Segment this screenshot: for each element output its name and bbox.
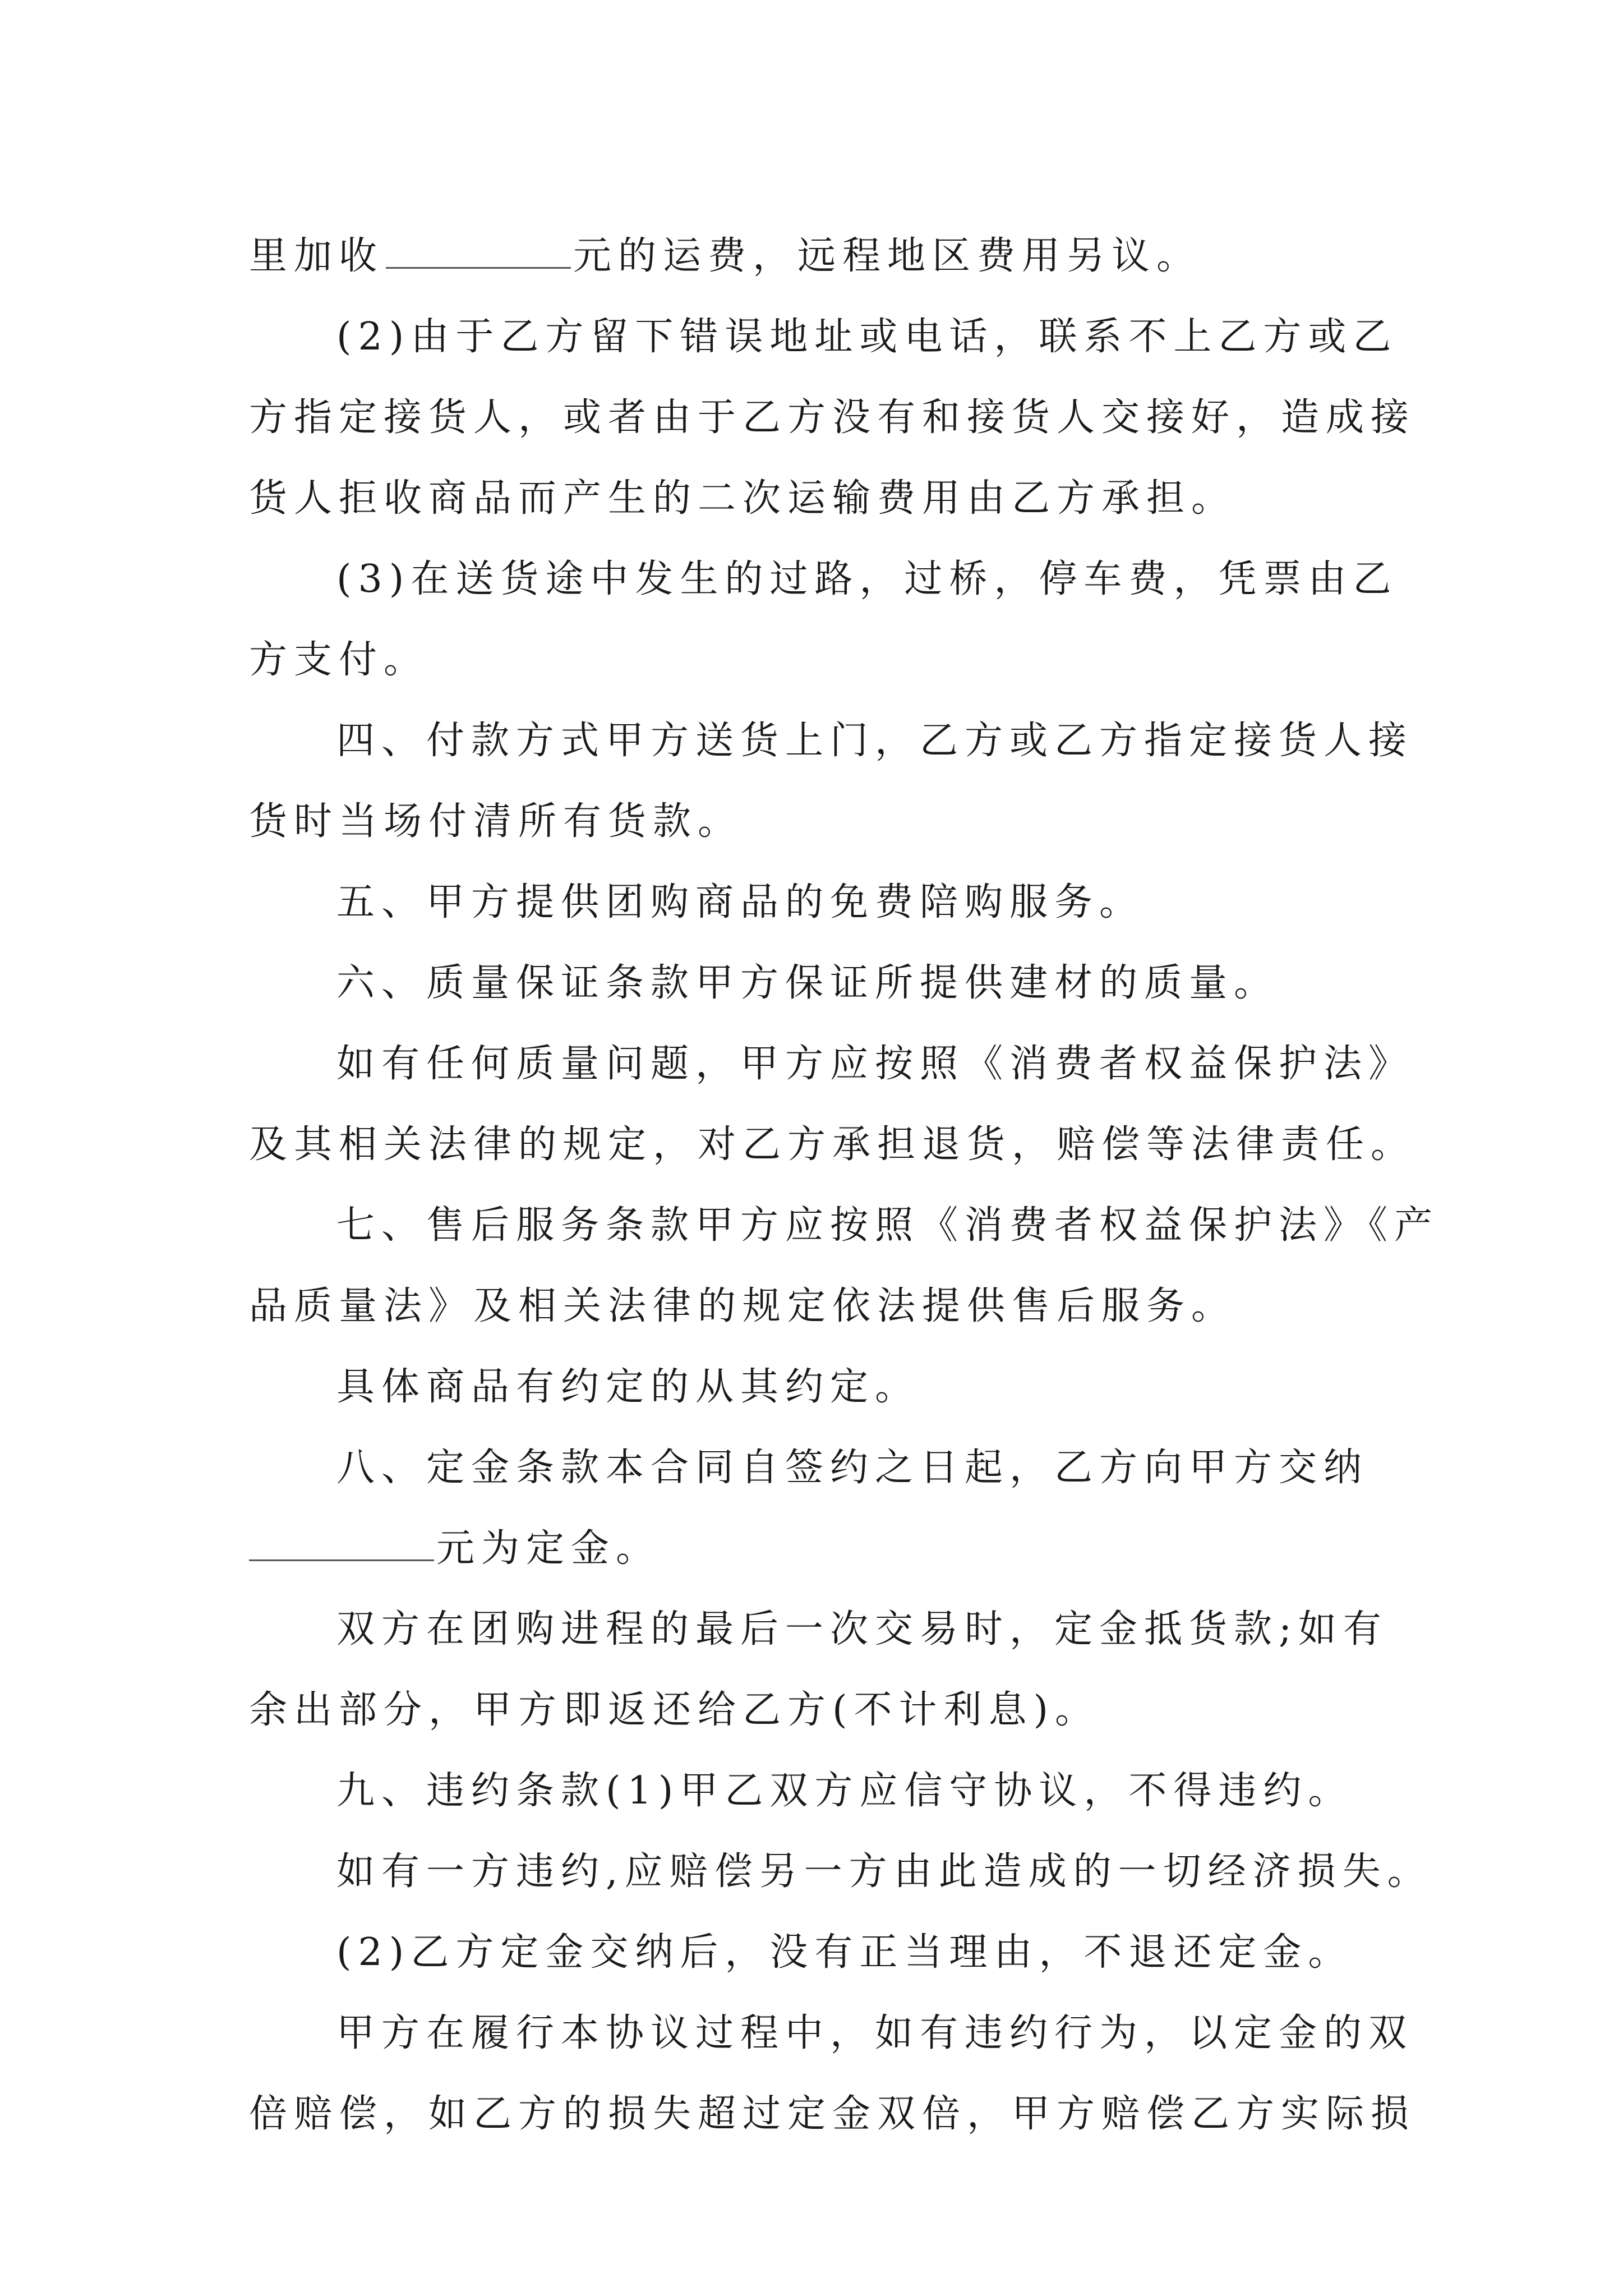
text-line: 如有任何质量问题，甲方应按照《消费者权益保护法》 xyxy=(336,1042,1414,1086)
text-segment: 元的运费，远程地区费用另议。 xyxy=(573,234,1202,278)
contract-body xyxy=(249,216,1440,2155)
text-line: 如有一方违约,应赔偿另一方由此造成的一切经济损失。 xyxy=(336,1849,1432,1894)
text-line: 方指定接货人，或者由于乙方没有和接货人交接好，造成接 xyxy=(249,395,1416,440)
text-line: 五、甲方提供团购商品的免费陪购服务。 xyxy=(336,880,1145,924)
text-line: 八、定金条款本合同自签约之日起，乙方向甲方交纳 xyxy=(336,1446,1369,1490)
text-line: 余出部分，甲方即返还给乙方(不计利息)。 xyxy=(249,1688,1100,1732)
text-segment: 元为定金。 xyxy=(436,1526,661,1571)
text-line: 及其相关法律的规定，对乙方承担退货，赔偿等法律责任。 xyxy=(249,1122,1416,1167)
text-line: 九、违约条款(1)甲乙双方应信守协议，不得违约。 xyxy=(336,1769,1353,1813)
text-line xyxy=(249,1508,1387,1589)
fill-in-blank xyxy=(249,1519,434,1561)
text-line: 倍赔偿，如乙方的损失超过定金双倍，甲方赔偿乙方实际损 xyxy=(249,2092,1416,2136)
text-line: 六、质量保证条款甲方保证所提供建材的质量。 xyxy=(336,961,1279,1005)
text-line xyxy=(249,216,1387,297)
text-line: 具体商品有约定的从其约定。 xyxy=(336,1365,920,1409)
text-line: 四、付款方式甲方送货上门，乙方或乙方指定接货人接 xyxy=(336,719,1414,763)
text-segment: 里加收 xyxy=(249,234,384,278)
text-line: 品质量法》及相关法律的规定依法提供售后服务。 xyxy=(249,1284,1237,1328)
text-line: 货时当场付清所有货款。 xyxy=(249,799,743,844)
text-line: 货人拒收商品而产生的二次运输费用由乙方承担。 xyxy=(249,476,1237,521)
text-line: (2)乙方定金交纳后，没有正当理由，不退还定金。 xyxy=(336,1930,1353,1975)
text-line: 甲方在履行本协议过程中，如有违约行为，以定金的双 xyxy=(336,2011,1414,2055)
text-line: 七、售后服务条款甲方应按照《消费者权益保护法》《产 xyxy=(336,1203,1440,1248)
text-line: (2)由于乙方留下错误地址或电话，联系不上乙方或乙 xyxy=(336,315,1398,359)
text-line: 方支付。 xyxy=(249,638,429,682)
text-line: 双方在团购进程的最后一次交易时，定金抵货款;如有 xyxy=(336,1607,1388,1651)
text-line: (3)在送货途中发生的过路，过桥，停车费，凭票由乙 xyxy=(336,557,1398,601)
fill-in-blank xyxy=(386,227,571,269)
